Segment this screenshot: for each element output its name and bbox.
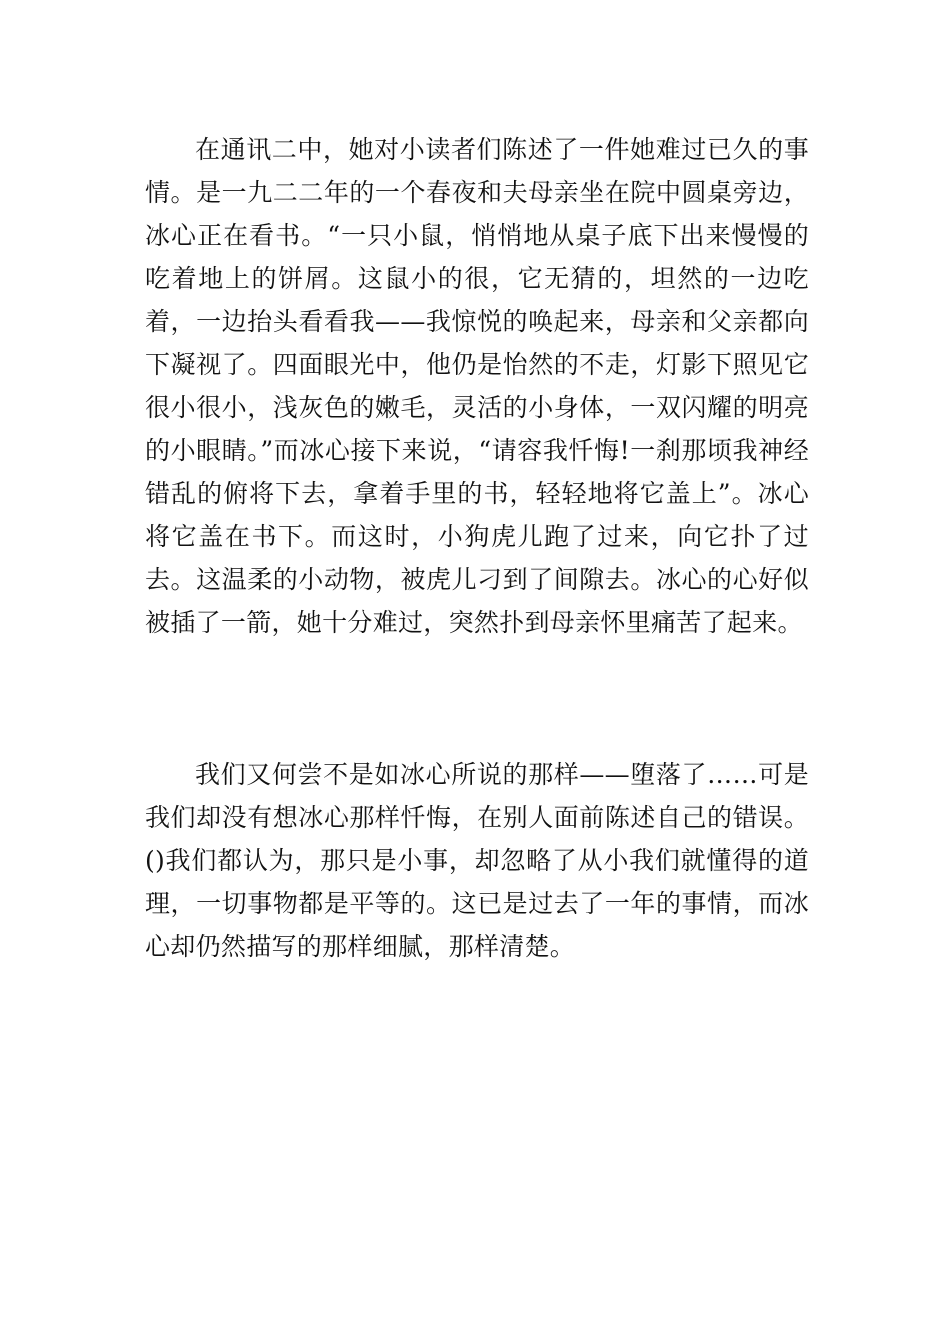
paragraph-1: 在通讯二中，她对小读者们陈述了一件她难过已久的事情。是一九二二年的一个春夜和夫母亲坐在院中圆桌旁边，冰心正在看书。“一只小鼠，悄悄地从桌子底下出来慢慢的吃着地上的饼屑。这鼠小的很，它无猜的，坦然的一边吃着，一边抬头看看我——我惊悦的唤起来，母亲和父亲都向下凝视了。四面眼光中，他仍是怡然的不走，灯影下照见它很小很小，浅灰色的嫩毛，灵活的小身体，一双闪耀的明亮的小眼睛。”而冰心接下来说，“请容我忏悔!一刹那顷我神经错乱的俯将下去，拿着手里的书，轻轻地将它盖上”。冰心将它盖在书下。而这时，小狗虎儿跑了过来，向它扑了过去。这温柔的小动物，被虎儿刁到了间隙去。冰心的心好似被插了一箭，她十分难过，突然扑到母亲怀里痛苦了起来。: [145, 135, 809, 637]
paragraph-spacer: [145, 644, 809, 753]
paragraph-2: 我们又何尝不是如冰心所说的那样——堕落了……可是我们却没有想冰心那样忏悔，在别人面前陈述自己的错误。()我们都认为，那只是小事，却忽略了从小我们就懂得的道理，一切事物都是平等的。这已是过去了一年的事情，而冰心却仍然描写的那样细腻，那样清楚。: [145, 760, 809, 961]
document-page: [145, 128, 809, 968]
